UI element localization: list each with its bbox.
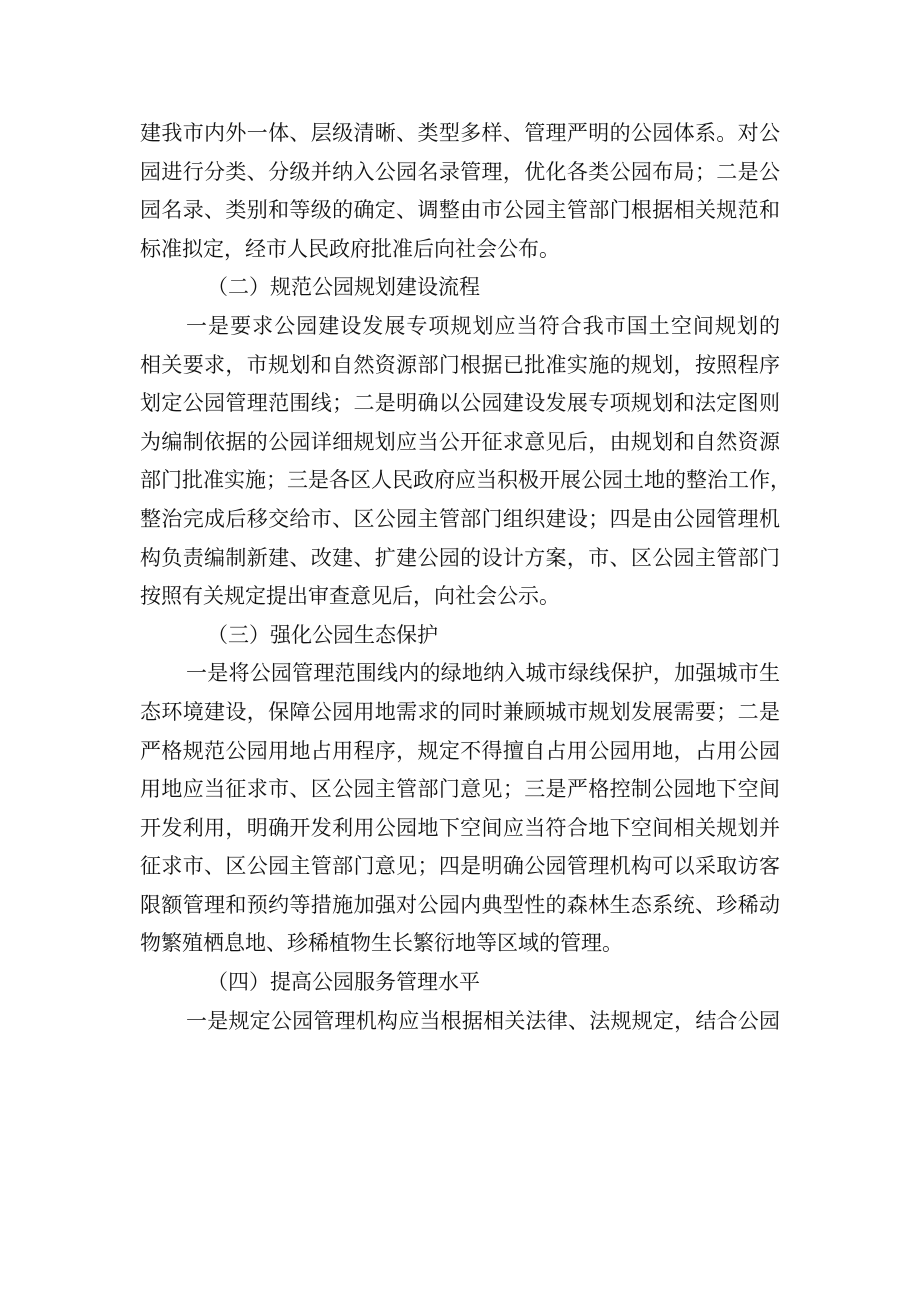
paragraph-line: 为编制依据的公园详细规划应当公开征求意见后，由规划和自然资源 bbox=[140, 429, 780, 454]
paragraph-line: 一是将公园管理范围线内的绿地纳入城市绿线保护，加强城市生 bbox=[186, 661, 780, 686]
section-heading: （二）规范公园规划建设流程 bbox=[207, 275, 480, 300]
paragraph-line: 整治完成后移交给市、区公园主管部门组织建设；四是由公园管理机 bbox=[140, 506, 780, 531]
section-heading: （四）提高公园服务管理水平 bbox=[207, 970, 480, 995]
paragraph-line: 标准拟定，经市人民政府批准后向社会公布。 bbox=[140, 236, 560, 261]
paragraph-line: 用地应当征求市、区公园主管部门意见；三是严格控制公园地下空间 bbox=[140, 777, 780, 802]
document-body bbox=[140, 114, 791, 1040]
paragraph-line: 相关要求，市规划和自然资源部门根据已批准实施的规划，按照程序 bbox=[140, 352, 780, 377]
section-heading: （三）强化公园生态保护 bbox=[207, 622, 438, 647]
paragraph-line: 征求市、区公园主管部门意见；四是明确公园管理机构可以采取访客 bbox=[140, 854, 780, 879]
paragraph-line: 部门批准实施；三是各区人民政府应当积极开展公园土地的整治工作， bbox=[140, 468, 791, 493]
paragraph-line: 园名录、类别和等级的确定、调整由市公园主管部门根据相关规范和 bbox=[140, 198, 780, 223]
paragraph-line: 严格规范公园用地占用程序，规定不得擅自占用公园用地，占用公园 bbox=[140, 738, 780, 763]
paragraph-line: 一是要求公园建设发展专项规划应当符合我市国土空间规划的 bbox=[186, 313, 780, 338]
paragraph-line: 物繁殖栖息地、珍稀植物生长繁衍地等区域的管理。 bbox=[140, 931, 623, 956]
paragraph-line: 划定公园管理范围线；二是明确以公园建设发展专项规划和法定图则 bbox=[140, 391, 780, 416]
paragraph-line: 一是规定公园管理机构应当根据相关法律、法规规定，结合公园 bbox=[186, 1008, 780, 1033]
paragraph-line: 按照有关规定提出审查意见后，向社会公示。 bbox=[140, 584, 560, 609]
paragraph-line: 开发利用，明确开发利用公园地下空间应当符合地下空间相关规划并 bbox=[140, 815, 780, 840]
paragraph-line: 建我市内外一体、层级清晰、类型多样、管理严明的公园体系。对公 bbox=[140, 121, 780, 145]
paragraph-line: 限额管理和预约等措施加强对公园内典型性的森林生态系统、珍稀动 bbox=[140, 892, 780, 917]
paragraph-line: 园进行分类、分级并纳入公园名录管理，优化各类公园布局；二是公 bbox=[140, 159, 780, 184]
paragraph-line: 构负责编制新建、改建、扩建公园的设计方案，市、区公园主管部门 bbox=[140, 545, 780, 570]
paragraph-line: 态环境建设，保障公园用地需求的同时兼顾城市规划发展需要；二是 bbox=[140, 699, 780, 724]
